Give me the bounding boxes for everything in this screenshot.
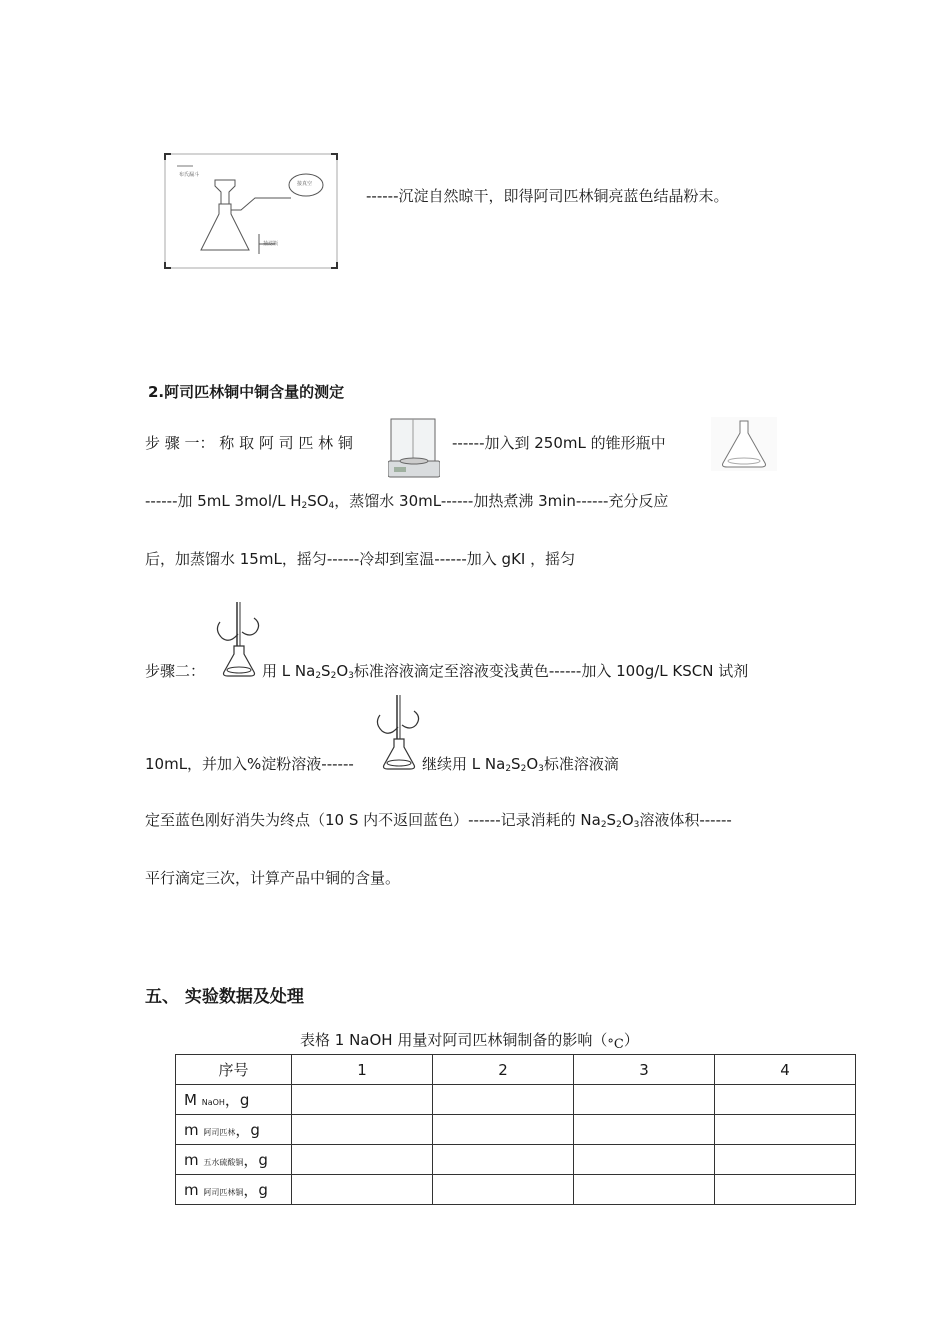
line5-part-c: S	[511, 755, 521, 773]
step1-line3: 后，加蒸馏水 15mL，摇匀------冷却到室温------加入 gKI ，摇匀	[145, 550, 576, 568]
step2-sub-1: 2	[315, 671, 322, 681]
flask-label: 抽滤瓶	[263, 241, 279, 247]
step2-line5b	[422, 754, 619, 779]
line6-part-a: 定至蓝色刚好消失为终点（10 S 内不返回蓝色）------记录消耗的 Na	[145, 811, 601, 829]
header-cell: 1	[292, 1055, 433, 1085]
row-label-unit: ，g	[243, 1151, 268, 1169]
line2-part-c: ，蒸馏水 30mL------加热煮沸 3min------充分反应	[334, 492, 669, 510]
line6-sub-2: 2	[616, 820, 622, 830]
step2-line5a: 10mL，并加入%淀粉溶液------	[145, 755, 354, 773]
table-cell[interactable]	[715, 1175, 856, 1205]
step2-part-b: S	[321, 662, 331, 680]
table-cell[interactable]	[574, 1085, 715, 1115]
table-caption	[300, 1029, 639, 1052]
line2-part-a: ------加 5mL 3mol/L H	[145, 492, 302, 510]
balance-icon	[388, 415, 440, 481]
table-cell[interactable]	[433, 1175, 574, 1205]
table-cell[interactable]	[292, 1085, 433, 1115]
table-row	[176, 1175, 856, 1205]
section2-heading: 2.阿司匹林铜中铜含量的测定	[148, 383, 345, 401]
line6-part-b: S	[606, 811, 617, 829]
row-label-unit: ，g	[224, 1091, 250, 1109]
row-label-sub: 五水硫酸铜	[203, 1158, 244, 1167]
header-cell: 3	[574, 1055, 715, 1085]
step1-after-balance: ------加入到 250mL 的锥形瓶中	[452, 434, 666, 452]
table-cell[interactable]	[292, 1115, 433, 1145]
conical-flask-icon	[711, 417, 777, 471]
step2-line	[262, 661, 748, 686]
row-label	[176, 1085, 292, 1115]
table-cell[interactable]	[574, 1115, 715, 1145]
table-cell[interactable]	[433, 1085, 574, 1115]
row-label-unit: ，g	[243, 1181, 268, 1199]
line2-sub-1: 2	[301, 501, 308, 511]
filter-text: ------沉淀自然晾干，即得阿司匹林铜亮蓝色结晶粉末。	[366, 187, 729, 205]
table-cell[interactable]	[574, 1175, 715, 1205]
row-label-sub: 阿司匹林	[203, 1128, 236, 1137]
step2-prefix: 步骤二：	[145, 662, 206, 680]
suction-filtration-figure	[163, 152, 339, 270]
line5-sub-2: 2	[520, 764, 527, 774]
step1-prefix: 步 骤 一： 称 取 阿 司 匹 林 铜	[145, 434, 353, 452]
row-label	[176, 1115, 292, 1145]
header-cell: 序号	[176, 1055, 292, 1085]
row-label-main: m	[184, 1121, 204, 1139]
line5-sub-3: 3	[538, 764, 544, 774]
naoh-data-table	[175, 1054, 856, 1205]
line5-part-e: 标准溶液滴	[543, 755, 619, 773]
line6-sub-1: 2	[600, 820, 607, 830]
table-row	[176, 1145, 856, 1175]
row-label-main: M	[184, 1091, 202, 1109]
step2-part-d: 标准溶液滴定至溶液变浅黄色------加入 100g/L KSCN 试剂	[353, 662, 749, 680]
row-label-unit: ，g	[235, 1121, 260, 1139]
step2-part-c: O	[336, 662, 349, 680]
step2-part-a: 用 L Na	[262, 662, 316, 680]
titration-icon-1	[212, 602, 262, 680]
line6-part-c: O	[621, 811, 634, 829]
step2-sub-3: 3	[348, 671, 354, 681]
row-label-sub: NaOH	[201, 1098, 225, 1107]
table-cell[interactable]	[574, 1145, 715, 1175]
caption-text: 表格 1 NaOH 用量对阿司匹林铜制备的影响（	[300, 1031, 608, 1049]
step2-sub-2: 2	[330, 671, 337, 681]
line5-part-b: 继续用 L Na	[422, 755, 506, 773]
header-cell: 2	[433, 1055, 574, 1085]
table-row	[176, 1085, 856, 1115]
table-cell[interactable]	[715, 1085, 856, 1115]
line5-part-d: O	[526, 755, 539, 773]
header-cell: 4	[715, 1055, 856, 1085]
section5-heading: 五、 实验数据及处理	[145, 987, 304, 1007]
line6-sub-3: 3	[633, 820, 640, 830]
line5-sub-1: 2	[505, 764, 512, 774]
table-cell[interactable]	[715, 1115, 856, 1145]
step1-line2	[145, 491, 668, 516]
line6-part-d: 溶液体积------	[639, 811, 732, 829]
step1-line	[145, 433, 353, 453]
table-cell[interactable]	[433, 1145, 574, 1175]
row-label-main: m	[184, 1151, 204, 1169]
table-cell[interactable]	[292, 1145, 433, 1175]
line2-part-b: SO	[307, 492, 329, 510]
pump-label: 接真空	[297, 181, 313, 187]
titration-icon-2	[372, 695, 422, 773]
step2-line7: 平行滴定三次，计算产品中铜的含量。	[145, 869, 401, 887]
row-label	[176, 1145, 292, 1175]
step2-line6	[145, 810, 732, 835]
row-label	[176, 1175, 292, 1205]
table-cell[interactable]	[292, 1175, 433, 1205]
row-label-sub: 阿司匹林铜	[203, 1188, 244, 1197]
table-cell[interactable]	[433, 1115, 574, 1145]
caption-unit: °C	[607, 1037, 624, 1052]
line2-sub-2: 4	[328, 501, 335, 511]
table-header-row	[176, 1055, 856, 1085]
funnel-label: 布氏漏斗	[179, 172, 200, 178]
row-label-main: m	[184, 1181, 204, 1199]
table-row	[176, 1115, 856, 1145]
suction-filtration-drawing	[163, 152, 339, 270]
table-cell[interactable]	[715, 1145, 856, 1175]
caption-close: ）	[623, 1031, 639, 1049]
